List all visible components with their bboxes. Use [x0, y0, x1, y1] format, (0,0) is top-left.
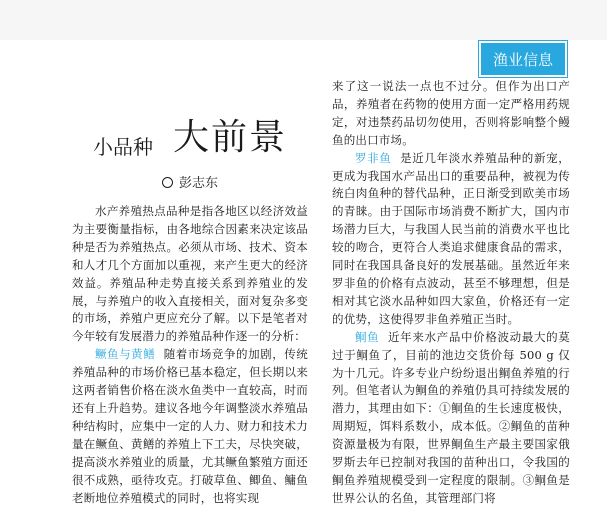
paragraph-tilapia — [332, 150, 570, 329]
title-big: 大前景 — [172, 117, 287, 158]
paragraph-mandarin-eel — [72, 346, 308, 507]
body-tilapia: 是近几年淡水养殖品种的新宠，更成为我国水产品出口的重要品种，被视为传统白肉鱼种的替代品种，正日渐受到欧美市场的青睐。由于国际市场消费不断扩大，国内市场潜力巨大，与我国人民当前的消费水平也比较的吻合，更符合人类追求健康食品的需求，同时在我国具备良好的发展基础。虽然近年来罗非鱼的价格有点波动，甚至不够理想，但是相对其它淡水品种如四大家鱼，价格还有一定的优势，这使得罗非鱼养殖正当时。 — [332, 150, 570, 326]
intro-paragraph: 水产养殖热点品种是指各地区以经济效益为主要衡量指标，由各地综合因素来决定该品种是否为养殖热点。必须从市场、技术、资本和人才几个方面加以重视，来产生更大的经济效益。养殖品种走势直接关系到养殖业的发展，与养殖户的收入直接相关，面对复杂多变的市场，养殖户更应充分了解。以下是笔者对今年较有发展潜力的养殖品种作逐一的分析： — [72, 204, 308, 344]
left-column — [72, 100, 308, 507]
body-mandarin-eel: 随着市场竞争的加剧，传统养殖品种的市场价格已基本稳定，但长期以来这两者销售价格在淡水鱼类中一直较高，时而还有上升趋势。建议各地今年调整淡水养殖品种结构时，应集中一定的人力、财力和技术力量在鳜鱼、黄鳝的养殖上下工夫，尽快突破，提高淡水养殖业的质量，尤其鳜鱼繁殖方面还很不成熟，亟待攻克。打破草鱼、鲫鱼、鳙鱼老断地位养殖模式的同时，也将实现 — [72, 347, 308, 505]
author-name: 彭志东 — [178, 176, 218, 191]
section-tag: 渔业信息 — [479, 41, 567, 77]
paragraph-sturgeon — [332, 329, 570, 508]
heading-sturgeon: 鲖鱼 — [355, 329, 380, 344]
continued-paragraph: 来了这一说法一点也不过分。但作为出口产品，养殖者在药物的使用方面一定严格用药规定，对违禁药品切勿使用，否则将影响整个鳗鱼的出口市场。 — [332, 79, 570, 147]
article-title — [72, 100, 308, 160]
body-sturgeon: 近年来水产品中价格波动最大的莫过于鲖鱼了，目前的池边交货价每 500 g 仅为十几元。许多专业户纷纷退出鲖鱼养殖的行列。但笔者认为鲖鱼的养殖仍具可持续发展的潜力，其理由如下：①鲖鱼的生长速度极快，周期短，饵料系数小，成本低。②鲖鱼的苗种资源量极为有限，世界鲖鱼生产最主要国家俄罗斯去年已控制对我国的苗种出口，令我国的鲖鱼养殖规模受到一定程度的限制。③鲖鱼是世界公认的名鱼，其管理部门将 — [332, 329, 571, 505]
top-margin-band — [0, 0, 607, 40]
heading-tilapia: 罗非鱼 — [355, 150, 392, 165]
heading-mandarin-eel: 鳜鱼与黄鳝 — [95, 347, 156, 362]
right-column — [332, 78, 570, 508]
author-line — [72, 172, 308, 191]
title-small: 小品种 — [92, 135, 153, 159]
circle-icon — [162, 177, 173, 188]
